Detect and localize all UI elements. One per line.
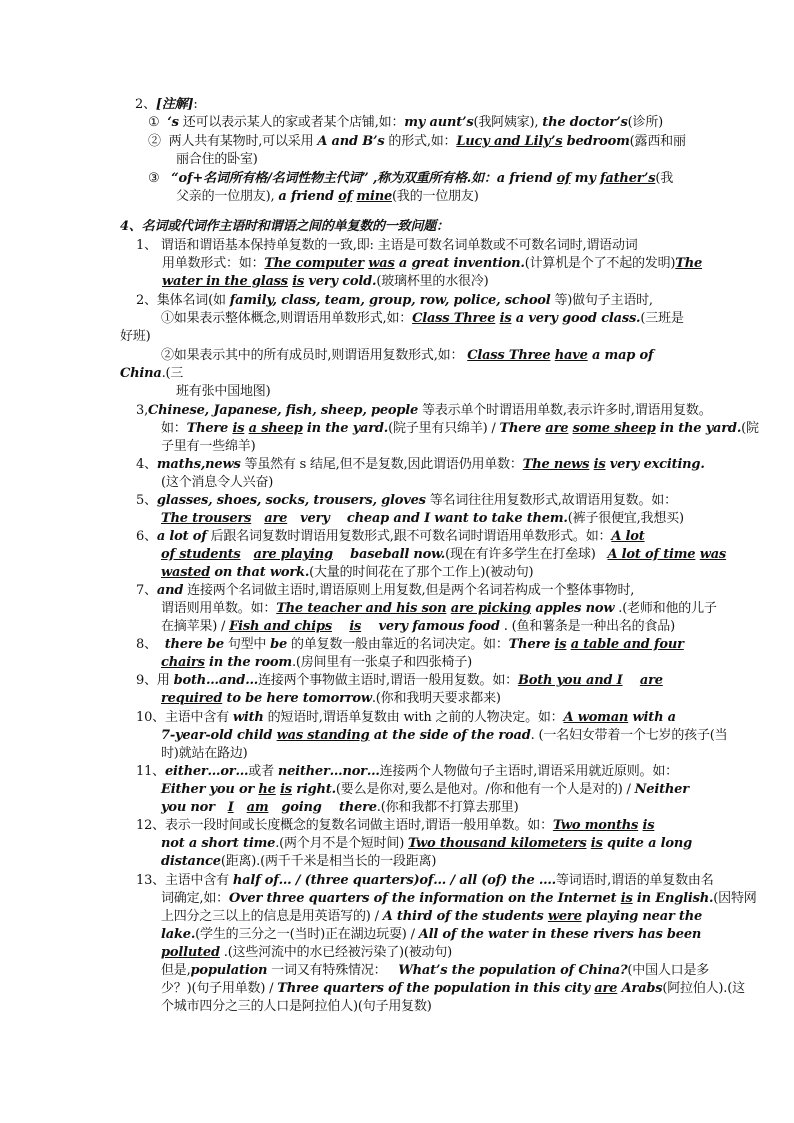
text-line: 在摘苹果) / Fish and chips is very famous food . (鱼和薯条是一种出名的食品) <box>161 619 675 634</box>
text-line: 如：There is a sheep in the yard.(院子里有只绵羊) / There are some sheep in the yard.(院 <box>161 421 759 436</box>
text-line: 9、用 both…and…连接两个事物做主语时,谓语一般用复数。如：Both you and I are <box>136 673 663 688</box>
text-line: 3,Chinese, Japanese, fish, sheep, people 等表示单个时谓语用单数,表示许多时,谓语用复数。 <box>136 403 712 418</box>
text-line: 12、表示一段时间或长度概念的复数名词做主语时,谓语一般用单数。如：Two months is <box>136 818 655 833</box>
text-line: lake.(学生的三分之一(当时)正在湖边玩耍) / All of the water in these rivers has been <box>161 927 702 942</box>
text-line: 用单数形式：如：The computer was a great invention.(计算机是个了不起的发明)The <box>162 256 703 271</box>
text-line: 2、[注解]: <box>135 97 198 112</box>
text-line: Either you or he is right.(要么是你对,要么是他对。/你和他有一个人是对的) / Neither <box>161 782 689 797</box>
text-line: China.(三 <box>120 366 184 381</box>
text-line: 个城市四分之三的人口是阿拉伯人)(句子用复数) <box>161 999 432 1014</box>
text-line: wasted on that work.(大量的时间花在了那个工作上)(被动句) <box>161 565 534 580</box>
text-line: The trousers are very cheap and I want to take them.(裤子很便宜,我想买) <box>161 511 684 526</box>
text-line: ③ “of+名词所有格/名词性物主代词” ,称为双重所有格.如：a friend of my father’s(我 <box>148 171 674 186</box>
text-line: 11、either…or…或者 neither…nor…连接两个人物做句子主语时,谓语采用就近原则。如： <box>136 764 678 779</box>
text-line: ① ‘s 还可以表示某人的家或者某个店铺,如：my aunt’s(我阿姨家), the doctor’s(诊所) <box>148 115 664 130</box>
text-line: you nor I am going there.(你和我都不打算去那里) <box>161 800 519 815</box>
text-line: 2、集体名词(如 family, class, team, group, row, police, school 等)做句子主语时, <box>136 293 653 308</box>
text-line: 子里有一些绵羊) <box>161 439 256 454</box>
text-line: ①如果表示整体概念,则谓语用单数形式,如：Class Three is a very good class.(三班是 <box>161 311 684 326</box>
text-line: 10、主语中含有 with 的短语时,谓语单复数由 with 之前的人物决定。如：A woman with a <box>136 710 676 725</box>
text-line: 4、maths,news 等虽然有 s 结尾,但不是复数,因此谓语仍用单数：The news is very exciting. <box>136 457 705 472</box>
text-line: 时)就站在路边) <box>161 746 248 761</box>
text-line: chairs in the room.(房间里有一张桌子和四张椅子) <box>161 655 473 670</box>
text-line: 班有张中国地图) <box>176 384 271 399</box>
text-line: water in the glass is very cold.(玻璃杯里的水很冷) <box>162 274 489 289</box>
text-line: 4、名词或代词作主语时和谓语之间的单复数的一致问题： <box>120 219 449 234</box>
text-line: required to be here tomorrow.(你和我明天要求都来) <box>161 691 501 706</box>
text-line: 13、主语中含有 half of… / (three quarters)of… / all (of) the ….等词语时,谓语的单复数由名 <box>136 873 714 888</box>
text-line: 词确定,如：Over three quarters of the information on the Internet is in English.(因特网 <box>161 891 757 906</box>
text-line: 8、 there be 句型中 be 的单复数一般由靠近的名词决定。如：There is a table and four <box>136 637 684 652</box>
text-line: 7、and 连接两个名词做主语时,谓语原则上用复数,但是两个名词若构成一个整体事物时, <box>136 583 635 598</box>
text-line: 少？)(句子用单数) / Three quarters of the population in this city are Arabs(阿拉伯人).(这 <box>161 981 745 996</box>
text-line: (这个消息令人兴奋) <box>161 475 274 490</box>
text-line: distance(距离).(两千千米是相当长的一段距离) <box>161 854 437 869</box>
text-line: polluted .(这些河流中的水已经被污染了)(被动句) <box>161 945 453 960</box>
text-line: 6、a lot of 后跟名词复数时谓语用复数形式,跟不可数名词时谓语用单数形式。如：A lot <box>136 529 645 544</box>
text-line: not a short time.(两个月不是个短时间) Two thousand kilometers is quite a long <box>161 836 692 851</box>
text-line: 上四分之三以上的信息是用英语写的) / A third of the students were playing near the <box>161 909 703 924</box>
text-line: 父亲的一位朋友), a friend of mine(我的一位朋友) <box>176 189 479 204</box>
text-line: ②如果表示其中的所有成员时,则谓语用复数形式,如： Class Three have a map of <box>161 348 654 363</box>
text-line: 7-year-old child was standing at the side of the road. (一名妇女带着一个七岁的孩子(当 <box>161 728 728 743</box>
text-line: 谓语则用单数。如：The teacher and his son are picking apples now .(老师和他的儿子 <box>161 601 717 616</box>
text-line: 5、glasses, shoes, socks, trousers, gloves 等名词往往用复数形式,故谓语用复数。如： <box>136 493 677 508</box>
text-line: 但是,population 一词又有特殊情况： What’s the population of China?(中国人口是多 <box>161 963 710 978</box>
text-line: 丽合住的卧室) <box>176 152 258 167</box>
text-line: of students are playing baseball now.(现在有许多学生在打垒球) A lot of time was <box>161 547 727 562</box>
text-line: 好班) <box>120 329 151 344</box>
text-line: 1、 谓语和谓语基本保持单复数的一致,即: 主语是可数名词单数或不可数名词时,谓语动词 <box>136 238 638 253</box>
text-line: ② 两人共有某物时,可以采用 A and B’s 的形式,如：Lucy and Lily’s bedroom(露西和丽 <box>148 134 686 149</box>
